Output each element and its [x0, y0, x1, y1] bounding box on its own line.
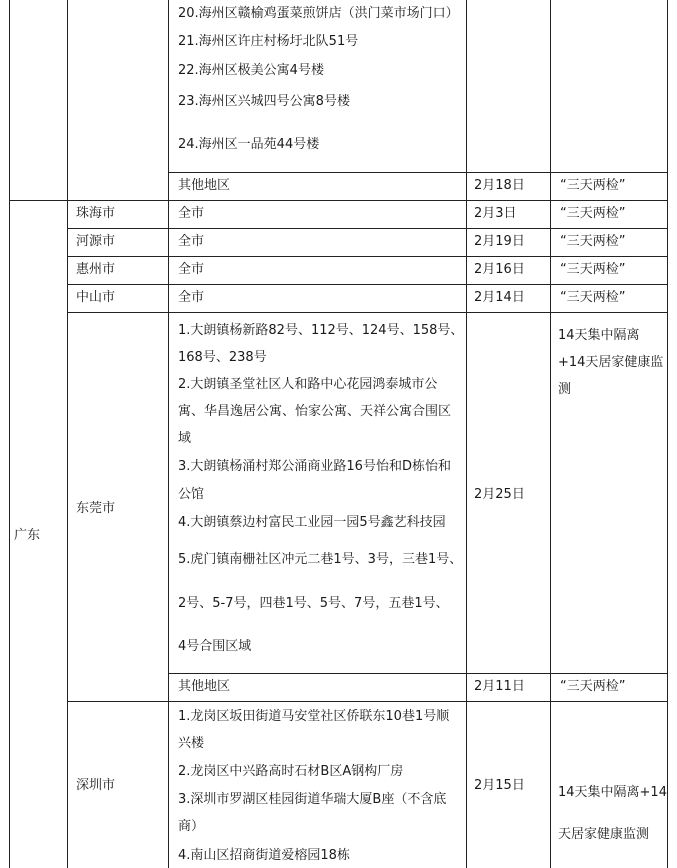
border-col-date — [466, 0, 467, 868]
row-line — [67, 256, 668, 257]
area-line: 公馆 — [178, 487, 205, 502]
city-cell: 惠州市 — [76, 262, 116, 277]
date-cell: 2月16日 — [474, 262, 525, 277]
measure-line: 14天集中隔离+14 — [558, 785, 667, 800]
area-cell: 全市 — [178, 262, 205, 277]
area-cell: 全市 — [178, 290, 205, 305]
measure-cell: 14天集中隔离+14天居家健康监测 — [558, 328, 664, 397]
city-cell: 珠海市 — [76, 206, 116, 221]
list-item: 23.海州区兴城四号公寓8号楼 — [178, 94, 350, 109]
date-cell: 2月25日 — [474, 487, 525, 502]
area-line: 4号合围区域 — [178, 639, 252, 654]
date-cell: 2月19日 — [474, 234, 525, 249]
date-cell: 2月11日 — [474, 679, 525, 694]
province-cell: 广东 — [14, 528, 41, 543]
measure-cell: “三天两检” — [560, 234, 626, 249]
row-line — [67, 228, 668, 229]
city-cell: 东莞市 — [76, 501, 116, 516]
list-item: 21.海州区许庄村杨圩北队51号 — [178, 34, 359, 49]
border-col-city — [67, 0, 68, 868]
area-line: 兴楼 — [178, 736, 205, 751]
measure-cell: “三天两检” — [560, 262, 626, 277]
date-cell: 2月14日 — [474, 290, 525, 305]
area-line: 1.大朗镇杨新路82号、112号、124号、158号、 — [178, 323, 464, 338]
area-line: 域 — [178, 431, 192, 446]
area-line: 4.大朗镇蔡边村富民工业园一园5号鑫艺科技园 — [178, 515, 446, 530]
measure-cell: “三天两检” — [560, 679, 626, 694]
row-line — [168, 172, 668, 173]
area-cell: 其他地区 — [178, 679, 231, 694]
area-line: 3.深圳市罗湖区桂园街道华瑞大厦B座（不含底 — [178, 792, 447, 807]
area-line: 4.南山区招商街道爱榕园18栋 — [178, 848, 350, 863]
area-line: 商） — [178, 819, 205, 834]
area-cell: 全市 — [178, 206, 205, 221]
row-line — [168, 673, 668, 674]
list-item: 20.海州区赣榆鸡蛋菜煎饼店（洪门菜市场门口） — [178, 6, 459, 21]
area-line: 2.龙岗区中兴路高时石材B区A钢构厂房 — [178, 764, 404, 779]
row-line — [67, 284, 668, 285]
measure-cell: “三天两检” — [560, 290, 626, 305]
border-col-area — [168, 0, 169, 868]
measure-cell: “三天两检” — [560, 206, 626, 221]
row-line — [9, 200, 668, 201]
area-cell: 其他地区 — [178, 178, 231, 193]
date-cell: 2月15日 — [474, 778, 525, 793]
border-right — [667, 0, 668, 868]
measure-line: 天居家健康监测 — [558, 827, 650, 842]
city-cell: 深圳市 — [76, 778, 116, 793]
area-line: 1.龙岗区坂田街道马安堂社区侨联东10巷1号顺 — [178, 709, 450, 724]
area-line: 寓、华昌逸居公寓、怡家公寓、天祥公寓合围区 — [178, 404, 452, 419]
date-cell: 2月3日 — [474, 206, 517, 221]
area-line: 3.大朗镇杨涌村郑公涌商业路16号怡和D栋怡和 — [178, 459, 451, 474]
measure-cell: “三天两检” — [560, 178, 626, 193]
area-cell: 全市 — [178, 234, 205, 249]
area-line: 2.大朗镇圣堂社区人和路中心花园鸿泰城市公 — [178, 377, 438, 392]
list-item: 22.海州区极美公寓4号楼 — [178, 63, 324, 78]
area-line: 168号、238号 — [178, 350, 267, 365]
border-col-measure — [550, 0, 551, 868]
row-line — [67, 312, 668, 313]
date-cell: 2月18日 — [474, 178, 525, 193]
area-line: 5.虎门镇南栅社区冲元二巷1号、3号，三巷1号、 — [178, 552, 463, 567]
city-cell: 中山市 — [76, 290, 116, 305]
border-left — [9, 0, 10, 868]
list-item: 24.海州区一品苑44号楼 — [178, 137, 320, 152]
city-cell: 河源市 — [76, 234, 116, 249]
area-line: 2号、5-7号，四巷1号、5号、7号，五巷1号、 — [178, 596, 449, 611]
row-line — [67, 701, 668, 702]
